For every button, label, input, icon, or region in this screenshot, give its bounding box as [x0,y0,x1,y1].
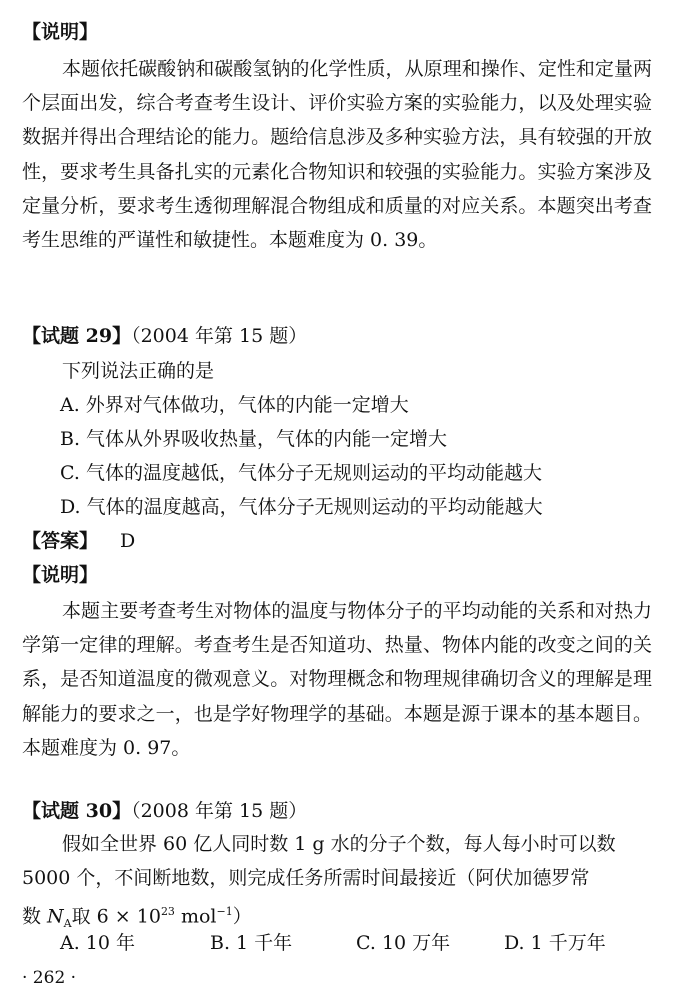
question-30-stem-line-2: 5000 个，不间断地数，则完成任务所需时间最接近（阿伏加德罗常 [22,867,590,889]
answer-value: D [120,530,136,552]
question-30-stem-line-1: 假如全世界 60 亿人同时数 1 g 水的分子个数，每人每小时可以数 [62,833,616,855]
option-c: C. 气体的温度越低，气体分子无规则运动的平均动能越大 [60,462,542,484]
option-b: B. 1 千年 [210,932,293,954]
avogadro-symbol: N [47,905,64,928]
answer-row [22,528,135,554]
question-label-close: 】 [112,800,132,822]
option-d: D. 1 千万年 [504,932,606,954]
stem-prefix: 数 [22,905,48,928]
question-label-open: 【 [22,325,42,347]
explanation-paragraph-2: 本题主要考查考生对物体的温度与物体分子的平均动能的关系和对热力学第一定律的理解。考查考生是否知道功、热量、物体内能的改变之间的关系，是否知道温度的微观意义。对物理概念和物理规律确切含义的理解是理解能力的要求之一，也是学好物理学的基础。本题是源于课本的基本题目。本题难度为 0. 97。 [22,600,652,759]
question-29-header [22,323,307,349]
stem-mid: 取 6 × 10 [71,905,161,928]
unit-exponent: −1 [216,905,233,918]
option-a: A. 10 年 [60,932,136,954]
option-c: C. 10 万年 [356,932,451,954]
answer-label: 【答案】 [22,530,99,552]
avogadro-subscript: A [63,917,72,931]
question-source: （2004 年第 15 题） [131,325,308,347]
option-d: D. 气体的温度越高，气体分子无规则运动的平均动能越大 [60,496,543,518]
page-number: · 262 · [22,968,77,988]
question-source: （2008 年第 15 题） [131,800,308,822]
explanation-paragraph: 本题依托碳酸钠和碳酸氢钠的化学性质，从原理和操作、定性和定量两个层面出发，综合考查考生设计、评价实验方案的实验能力，以及处理实验数据并得出合理结论的能力。题给信息涉及多种实验方法，具有较强的开放性，要求考生具备扎实的元素化合物知识和较强的实验能力。实验方案涉及定量分析，要求考生透彻理解混合物组成和质量的对应关系。本题突出考查考生思维的严谨性和敏捷性。本题难度为 0. 39。 [22,58,652,252]
question-label: 试题 30 [41,800,113,822]
exponent: 23 [160,905,175,918]
question-label: 试题 29 [41,325,113,347]
question-29-stem: 下列说法正确的是 [62,360,215,382]
stem-suffix: ） [232,905,252,928]
explanation-heading: 【说明】 [22,21,99,43]
option-b: B. 气体从外界吸收热量，气体的内能一定增大 [60,428,448,450]
unit: mol [174,905,217,928]
explanation-heading-2: 【说明】 [22,564,99,586]
option-a: A. 外界对气体做功，气体的内能一定增大 [60,394,409,416]
question-30-header [22,798,307,824]
question-label-close: 】 [112,325,132,347]
question-label-open: 【 [22,800,42,822]
